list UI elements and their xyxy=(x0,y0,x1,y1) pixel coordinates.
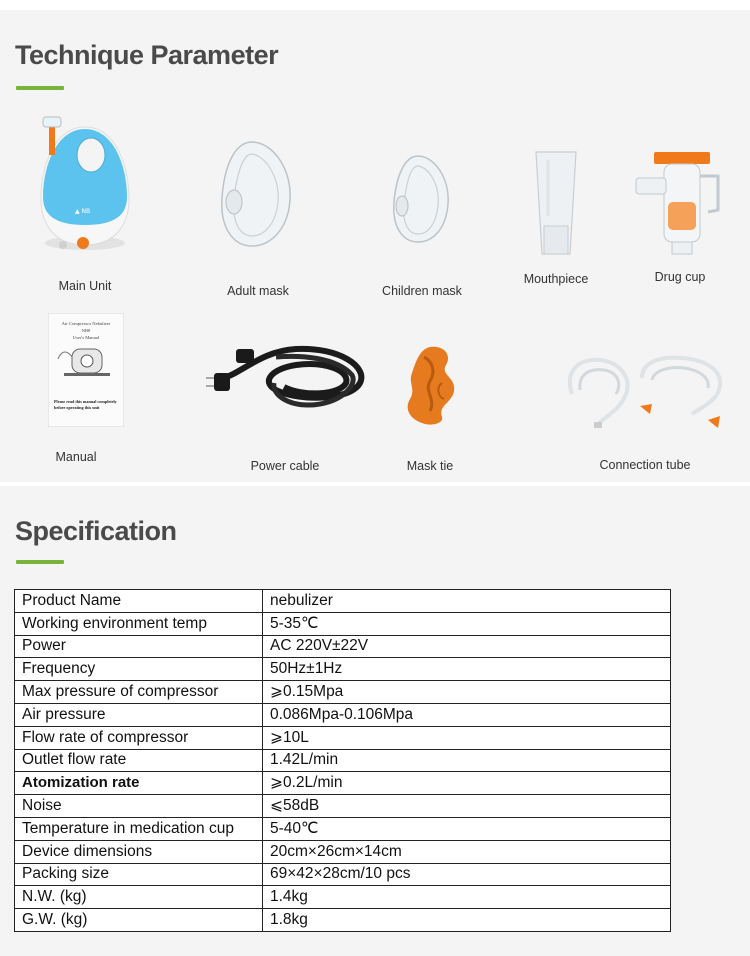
mask-tie-icon xyxy=(402,343,462,427)
spec-value: ⩾0.15Mpa xyxy=(263,681,671,704)
title-underline xyxy=(16,86,64,90)
manual-line5: before operating this unit xyxy=(54,405,100,410)
table-row xyxy=(15,840,671,863)
spec-value: 50Hz±1Hz xyxy=(263,658,671,681)
item-label: Drug cup xyxy=(654,270,706,284)
item-mask-tie xyxy=(370,343,490,483)
spec-table xyxy=(14,589,671,932)
children-mask-icon xyxy=(384,152,456,247)
mouthpiece-icon xyxy=(526,150,586,260)
svg-text:▲ NB: ▲ NB xyxy=(75,208,91,215)
table-row xyxy=(15,590,671,613)
item-mouthpiece xyxy=(496,150,616,300)
table-row xyxy=(15,817,671,840)
spec-key: Product Name xyxy=(15,590,263,613)
manual-icon xyxy=(48,313,124,427)
spec-value: 0.086Mpa-0.106Mpa xyxy=(263,703,671,726)
spec-value: 20cm×26cm×14cm xyxy=(263,840,671,863)
spec-key: Working environment temp xyxy=(15,612,263,635)
item-children-mask xyxy=(362,152,482,302)
item-connection-tube xyxy=(560,350,730,480)
item-label: Mask tie xyxy=(406,459,454,473)
spec-key: G.W. (kg) xyxy=(15,909,263,932)
spec-key: Outlet flow rate xyxy=(15,749,263,772)
spec-key: Noise xyxy=(15,795,263,818)
spec-key: Frequency xyxy=(15,658,263,681)
spec-key: Temperature in medication cup xyxy=(15,817,263,840)
table-row xyxy=(15,886,671,909)
specification-section xyxy=(0,486,750,956)
item-label: Manual xyxy=(55,450,97,464)
item-label: Main Unit xyxy=(58,279,112,293)
spec-value: AC 220V±22V xyxy=(263,635,671,658)
table-row xyxy=(15,795,671,818)
item-label: Mouthpiece xyxy=(523,272,589,286)
table-row xyxy=(15,703,671,726)
power-cable-icon xyxy=(200,335,368,417)
table-row xyxy=(15,749,671,772)
item-label: Power cable xyxy=(250,459,320,473)
item-label: Connection tube xyxy=(599,458,691,472)
spec-key: Air pressure xyxy=(15,703,263,726)
technique-section xyxy=(0,10,750,482)
item-drug-cup xyxy=(620,150,740,300)
connection-tube-icon xyxy=(560,350,730,434)
spec-value: 1.42L/min xyxy=(263,749,671,772)
table-row xyxy=(15,772,671,795)
spec-key: Power xyxy=(15,635,263,658)
item-main-unit xyxy=(25,115,145,295)
table-row xyxy=(15,909,671,932)
manual-line4: Please read this manual completely xyxy=(54,399,117,404)
table-row xyxy=(15,863,671,886)
title-underline xyxy=(16,560,64,564)
item-adult-mask xyxy=(198,138,318,298)
spec-key: Flow rate of compressor xyxy=(15,726,263,749)
spec-key: Packing size xyxy=(15,863,263,886)
drug-cup-icon xyxy=(632,150,732,258)
spec-key: Max pressure of compressor xyxy=(15,681,263,704)
spec-key: Device dimensions xyxy=(15,840,263,863)
technique-title: Technique Parameter xyxy=(15,40,279,70)
spec-value: nebulizer xyxy=(263,590,671,613)
spec-value: 69×42×28cm/10 pcs xyxy=(263,863,671,886)
item-label: Children mask xyxy=(382,284,462,298)
spec-value: 5-35℃ xyxy=(263,612,671,635)
spec-key: N.W. (kg) xyxy=(15,886,263,909)
manual-line3: User's Manual xyxy=(72,335,100,340)
spec-value: 1.4kg xyxy=(263,886,671,909)
manual-line2: NB8 xyxy=(81,328,91,333)
nebulizer-unit-icon xyxy=(25,115,145,260)
table-row xyxy=(15,681,671,704)
spec-value: 5-40℃ xyxy=(263,817,671,840)
spec-value: ⩾10L xyxy=(263,726,671,749)
table-row xyxy=(15,726,671,749)
specification-title: Specification xyxy=(15,516,177,546)
adult-mask-icon xyxy=(212,138,302,250)
table-row xyxy=(15,635,671,658)
item-power-cable xyxy=(200,335,370,475)
manual-line1: Air Compressor Nebulizer xyxy=(61,321,111,326)
spec-key: Atomization rate xyxy=(15,772,263,795)
spec-value: 1.8kg xyxy=(263,909,671,932)
spec-value: ⩾0.2L/min xyxy=(263,772,671,795)
item-label: Adult mask xyxy=(227,284,289,298)
table-row xyxy=(15,658,671,681)
item-manual xyxy=(16,310,136,470)
spec-value: ⩽58dB xyxy=(263,795,671,818)
table-row xyxy=(15,612,671,635)
